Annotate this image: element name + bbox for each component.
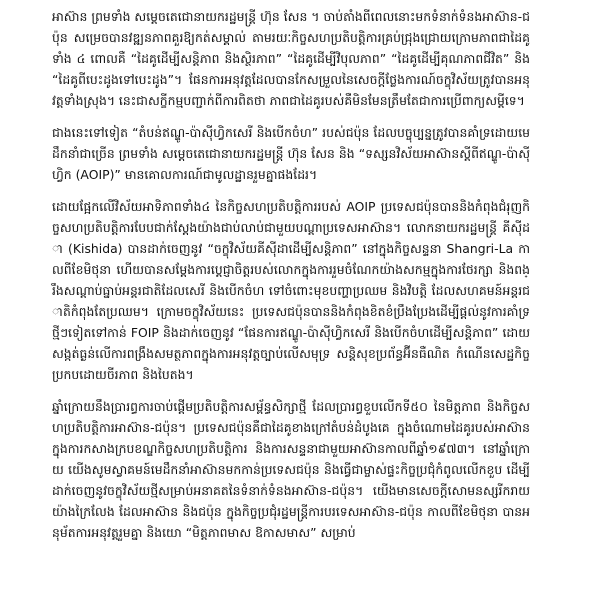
paragraph-2: ជាងនេះទៅទៀត “តំបន់ឥណ្ឌូ-ប៉ាស៊ីហ្វិកសេរី និងបើកចំហ” របស់ជប៉ុន ដែលបច្ចុប្បន្នត្រូវបានគាំទ្រដោយមេដឹកនាំជាច្រើន ព្រមទាំង សម្តេចតេជោនាយករដ្ឋមន្ត្រី ហ៊ុន សែន និង “ទស្សនវិស័យអាស៊ានស្តីពីឥណ្ឌូ-ប៉ាស៊ីហ្វិក (AOIP)” មានគោលការណ៍ជាមូលដ្ឋានរួមគ្នាផងដែរ។: [52, 125, 530, 182]
paragraph-1: អាស៊ាន ព្រមទាំង សម្តេចតេជោនាយករដ្ឋមន្ត្រី ហ៊ុន សែន ។ ចាប់តាំងពីពេលនោះមកទំនាក់ទំនងអាស៊ាន-ជប៉ុន សម្រេចបានវឌ្ឍនភាពគួរឱ្យកត់សម្គាល់ តាមរយៈកិច្ចសហប្រតិបត្តិការគ្រប់ជ្រុងជ្រោយក្រោមភាពជាដៃគូទាំង ៤ ពោលគឺ “ដៃគូដើម្បីសន្តិភាព និងស្ថិរភាព” “ដៃគូដើម្បីវិបុលភាព” “ដៃគូដើម្បីគុណភាពជីវិត” និង “ដៃគូពីបេះដូងទៅបេះដូង”។ ផែនការអនុវត្តដែលបានកែសម្រួលនៃសេចក្តីថ្លែងការណ៍ចក្ខុវិស័យត្រូវបានអនុវត្តទាំងស្រុង។ នេះជាសក្ខីកម្មបញ្ជាក់ពីការពិតថា ភាពជាដៃគូរបស់គឺមិនមែនត្រឹមតែជាការប្រើពាក្យសម្តីទេ។: [52, 9, 530, 108]
paragraph-4: ឆ្នាំក្រោយនឹងប្រារព្ធការចាប់ផ្តើមប្រតិបត្តិការសម្ព័ន្ធសិក្សាថ្មី ដែលប្រារព្ធខួបលើកទី៥០ នៃមិត្តភាព និងកិច្ចសហប្រតិបត្តិការអាស៊ាន-ជប៉ុន។ ប្រទេសជប៉ុនគឺជាដៃគូខាងក្រៅតំបន់ដំបូងគេ ក្នុងចំណោមដៃគូរបស់អាស៊ាន ក្នុងការកសាងក្របខណ្ឌកិច្ចសហប្រតិបត្តិការ និងការសន្ទនាជាមួយអាស៊ានកាលពីឆ្នាំ១៩៧៣។ នៅឆ្នាំក្រោយ យើងសូមស្វាគមន៍មេដឹកនាំអាស៊ានមកកាន់ប្រទេសជប៉ុន និងធ្វើជាម្ចាស់ផ្ទះកិច្ចប្រជុំកំពូលលើកខួប ដើម្បីដាក់ចេញនូវចក្ខុវិស័យថ្មីសម្រាប់អនាគតនៃទំនាក់ទំនងអាស៊ាន-ជប៉ុន។ យើងមានសេចក្តីសោមនស្សរីករាយយ៉ាងក្រៃលែង ដែលអាស៊ាន និងជប៉ុន ក្នុងកិច្ចប្រជុំរដ្ឋមន្ត្រីការបរទេសអាស៊ាន-ជប៉ុន កាលពីខែមិថុនា បានអនុម័តការអនុវត្តរួមគ្នា និងយោ “មិត្តភាពមាស ឱកាសមាស” សម្រាប់: [52, 399, 530, 540]
paragraph-3: ដោយផ្អែកលើវិស័យអាទិភាពទាំង៤ នៃកិច្ចសហប្រតិបត្តិការរបស់ AOIP ប្រទេសជប៉ុនបាននិងកំពុងជំរុញកិច្ចសហប្រតិបត្តិការបែបជាក់ស្តែងយ៉ាងជាប់លាប់ជាមួយបណ្តាប្រទេសអាស៊ាន។ លោកនាយករដ្ឋមន្ត្រី គីស៊ីដា (Kishida) បានដាក់ចេញនូវ “ចក្ខុវិស័យគីស៊ីដាដើម្បីសន្តិភាព” នៅក្នុងកិច្ចសន្ទនា Shangri-La កាលពីខែមិថុនា ហើយបានសម្តែងការប្តេជ្ញាចិត្តរបស់លោកក្នុងការរួមចំណែកយ៉ាងសកម្មក្នុងការថែរក្សា និងពង្រឹងសណ្តាប់ធ្នាប់អន្តរជាតិដែលសេរី និងបើកចំហ ទៅចំពោះមុខបញ្ហាប្រឈម និងវិបត្តិ ដែលសហគមន៍អន្តរជាតិកំពុងតែប្រឈម។ ក្រោមចក្ខុវិស័យនេះ ប្រទេសជប៉ុនបាននិងកំពុងខិតខំប្រឹងប្រែងដើម្បីផ្តល់នូវការគាំទ្រថ្មីៗទៀតទៅកាន់ FOIP និងដាក់ចេញនូវ “ផែនការឥណ្ឌូ-ប៉ាស៊ីហ្វិកសេរី និងបើកចំហដើម្បីសន្តិភាព” ដោយសង្កត់ធ្ងន់លើការពង្រឹងសមត្ថភាពក្នុងការអនុវត្តច្បាប់លើសមុទ្រ សន្តិសុខប្រព័ន្ធអ៊ីនធឺណិត កំណើនសេដ្ឋកិច្ចប្រកបដោយចីរភាព និងបៃតង។: [52, 199, 530, 382]
